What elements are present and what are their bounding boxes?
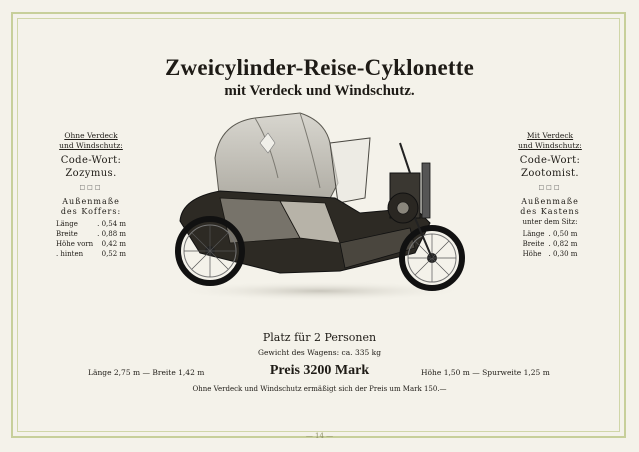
table-row (54, 249, 128, 259)
dim-value: . 0,88 m (97, 230, 127, 238)
page-subtitle: mit Verdeck und Windschutz. (224, 83, 415, 99)
table-row (54, 219, 128, 229)
dim-value: . 0,82 m (548, 240, 578, 248)
dim-label: Breite (55, 230, 78, 238)
right-heading-line2: und Windschutz: (518, 141, 582, 150)
left-dims-heading1: Außenmaße (62, 197, 120, 206)
dim-value: . 0,54 m (97, 220, 127, 228)
dim-label: Länge (55, 220, 78, 228)
table-row (521, 249, 580, 259)
table-row (54, 239, 128, 249)
right-code-label: Code-Wort: (519, 155, 581, 166)
left-ornament: □□□ (79, 184, 103, 191)
dim-label: Breite (522, 240, 545, 248)
dim-value: . 0,30 m (548, 250, 578, 258)
dim-value: 0,42 m (101, 240, 127, 248)
vehicle-weight: Gewicht des Wagens: ca. 335 kg (258, 348, 381, 357)
dim-value: 0,52 m (101, 250, 127, 258)
left-heading-line2: und Windschutz: (59, 141, 123, 150)
price-reduction-note: Ohne Verdeck und Windschutz ermäßigt sich der Preis um Mark 150.— (192, 385, 447, 393)
right-dims-heading1: Außenmaße (521, 197, 579, 206)
table-row (54, 229, 128, 239)
length-width-dims: Länge 2,75 m — Breite 1,42 m (88, 368, 205, 377)
cyclonette-vehicle-illustration (160, 103, 480, 303)
left-heading-line1: Ohne Verdeck (64, 131, 118, 140)
right-dims-heading2: des Kastens (520, 207, 580, 216)
right-ornament: □□□ (538, 184, 562, 191)
price: Preis 3200 Mark (269, 363, 370, 378)
dim-label: . hinten (55, 250, 84, 258)
left-code-label: Code-Wort: (60, 155, 122, 166)
rear-wheel (178, 219, 242, 283)
table-row (521, 229, 580, 239)
right-dims-heading3: unter dem Sitz: (522, 218, 578, 226)
right-heading-line1: Mit Verdeck (526, 131, 574, 140)
seating-capacity: Platz für 2 Personen (262, 331, 377, 344)
right-spec-panel (511, 131, 589, 259)
page-number: — 14 — (305, 432, 334, 440)
right-code-word: Zootomist. (520, 168, 580, 179)
right-dims-table (521, 229, 580, 259)
height-track-dims: Höhe 1,50 m — Spurweite 1,25 m (421, 368, 550, 377)
dim-label: Länge (522, 230, 545, 238)
dim-value: . 0,50 m (548, 230, 578, 238)
page-title: Zweicylinder-Reise-Cyklonette (165, 55, 474, 80)
left-dims-heading2: des Koffers: (60, 207, 122, 216)
left-dims-table (54, 219, 128, 259)
dim-label: Höhe (522, 250, 542, 258)
dim-label: Höhe vorn (55, 240, 94, 248)
left-spec-panel (50, 131, 132, 259)
table-row (521, 239, 580, 249)
left-code-word: Zozymus. (65, 168, 117, 179)
